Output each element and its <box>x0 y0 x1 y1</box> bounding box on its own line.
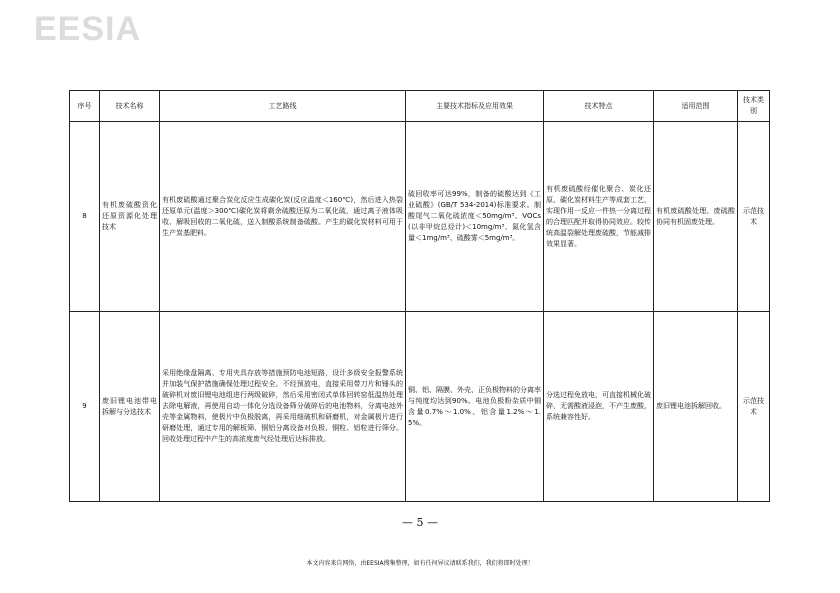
row-features: 有机废硫酸经催化聚合、炭化还原、碳化炭材料生产等成套工艺，实现作用一反应一件热一分离过程的合理匹配并取得协同效应。较传统高温裂解处理废硫酸，节能减排效果显著。 <box>544 122 654 312</box>
header-features: 技术特点 <box>544 91 654 122</box>
header-scope: 适用范围 <box>654 91 738 122</box>
technology-table <box>69 90 770 502</box>
row-indicators: 铜、铝、隔膜、外壳、正负极物料的分离率与纯度均达到90%。电池负极粉杂质中铜含量0.7%～1.0%、铝含量1.2%～1.5%。 <box>406 312 544 502</box>
table-row <box>70 312 770 502</box>
header-no: 序号 <box>70 91 100 122</box>
footer-notice: 本文内容来自网络，由EESIA搜集整理，如有任何异议请联系我们，我们将即时处理！ <box>306 560 534 567</box>
page-number: — 5 — <box>402 516 438 529</box>
row-process-route: 采用绝缘盘隔离、专用夹具存放等措施预防电池短路，设计多级安全报警系统并加装气保护措施确保处理过程安全。不经预放电，直接采用带刀片和锤头的破碎机对废旧锂电池组进行两级破碎，然后采用密闭式单体回转窑低温热处理去除电解液，再使用自动一体化分选设备筛分破碎后的电池物料，分离电池外壳等金属物料，使极片中负极脱离，再采用细破机和研磨机，对金属极片进行研磨处理，通过专用的解板筛、铜铝分离设备对负极、铜粒、铝粒进行筛分。回收处理过程中产生的高浓度废气经处理后达标排放。 <box>160 312 406 502</box>
row-scope: 有机废硫酸处理、废硫酸协同有机固废处理。 <box>654 122 738 312</box>
row-features: 分选过程免放电，可直接机械化破碎，无需酸液浸泡，不产生废酸，系统兼容性好。 <box>544 312 654 502</box>
header-route: 工艺路线 <box>160 91 406 122</box>
row-no: 9 <box>70 312 100 502</box>
row-no: 8 <box>70 122 100 312</box>
row-indicators: 硫回收率可达99%，制备的硫酸达到《工业硫酸》(GB/T 534-2014)标准要求。制酸尾气二氧化硫浓度＜50mg/m³、VOCs(以非甲烷总烃计)＜10mg/m³、氮化氢含量＜1mg/m³、硫酸雾＜5mg/m³。 <box>406 122 544 312</box>
eesia-logo-watermark: EESIA <box>34 10 142 48</box>
table-header-row <box>70 91 770 122</box>
row-category: 示范技术 <box>738 312 770 502</box>
row-tech-name: 有机废硫酸资化还原资源化处理技术 <box>100 122 160 312</box>
row-category: 示范技术 <box>738 122 770 312</box>
header-name: 技术名称 <box>100 91 160 122</box>
header-indicators: 主要技术指标及应用效果 <box>406 91 544 122</box>
row-process-route: 有机废硫酸通过聚合炭化反应生成碳化炭(反应温度＜160℃)，然后进入热裂还原单元(温度＞300℃)碳化炭将剩余硫酸还原为二氧化硫，通过离子液体吸收、解吸回收的二氧化硫，送入制酸系统制备硫酸。产生的碳化炭材料可用于生产炭基肥料。 <box>160 122 406 312</box>
table-row <box>70 122 770 312</box>
row-tech-name: 废旧锂电池带电拆解与分选技术 <box>100 312 160 502</box>
header-category: 技术类别 <box>738 91 770 122</box>
row-scope: 废旧锂电池拆解回收。 <box>654 312 738 502</box>
